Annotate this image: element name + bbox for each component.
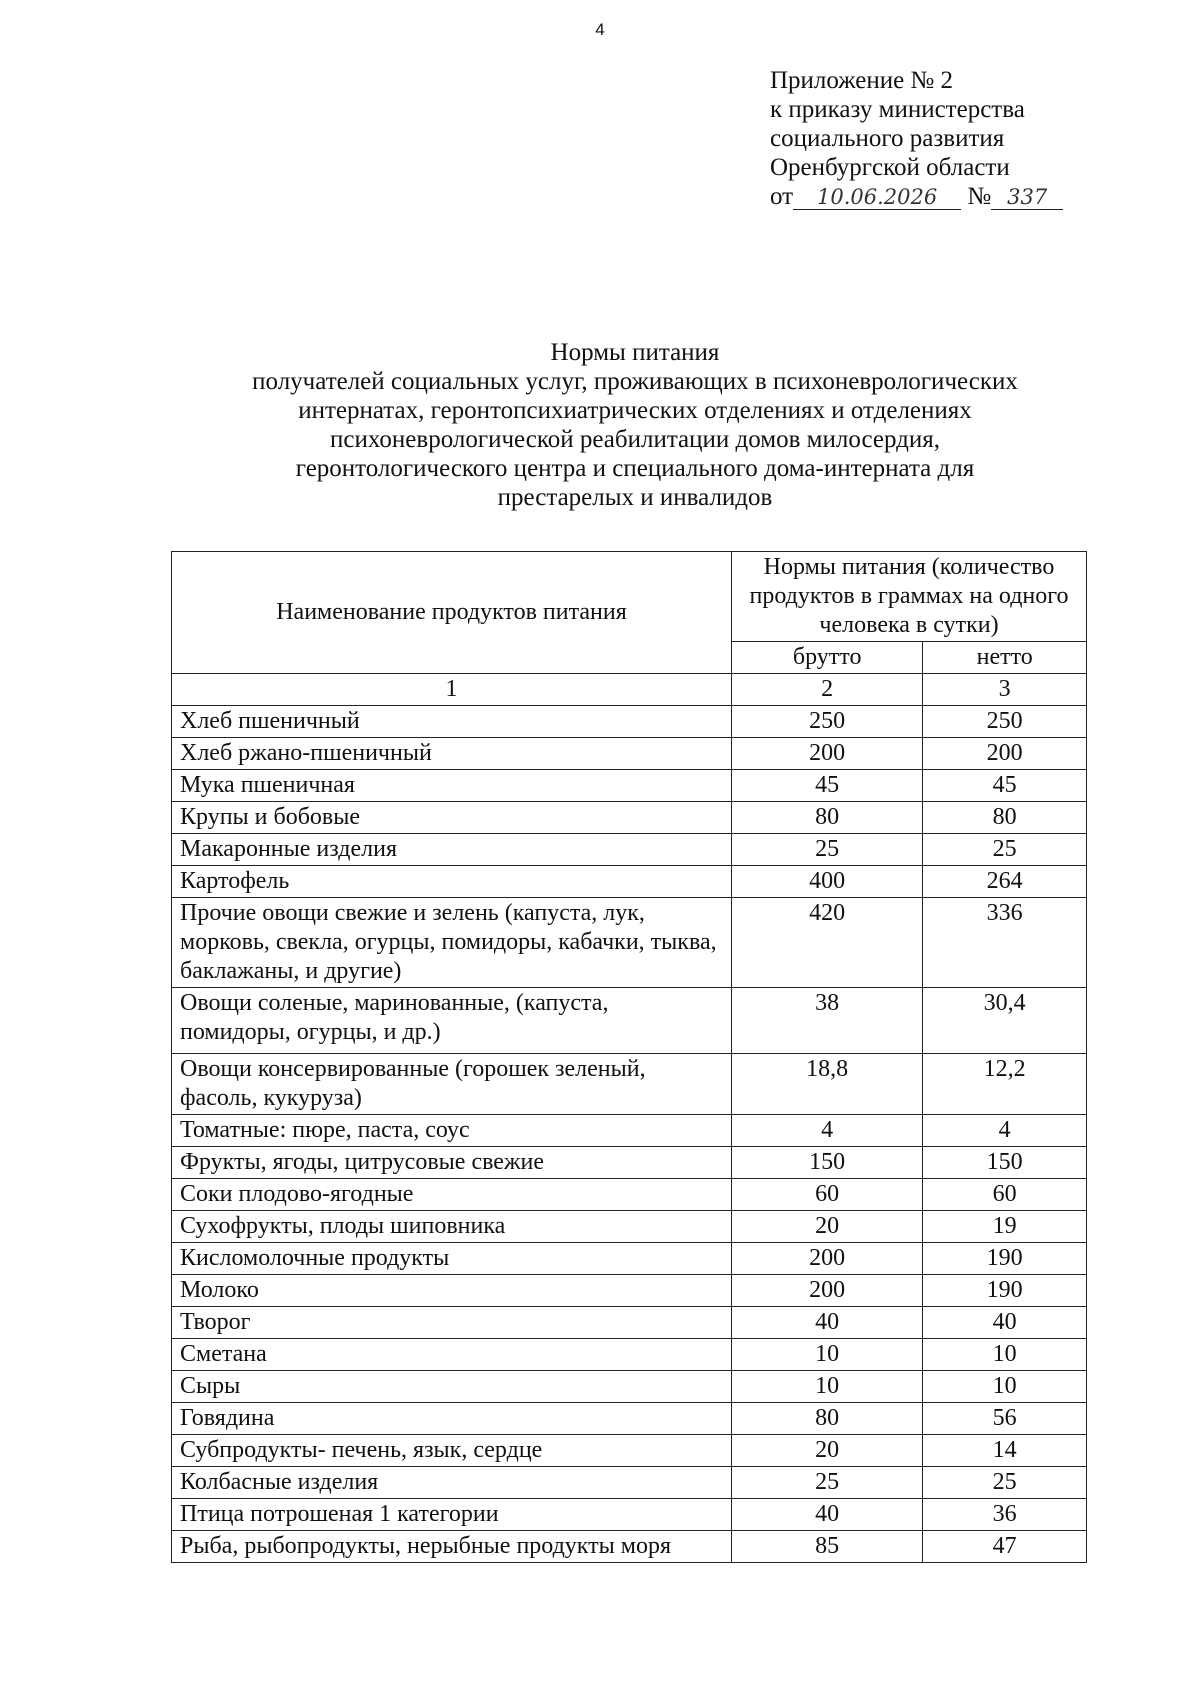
appendix-order-line: к приказу министерства (770, 96, 1025, 123)
appendix-block (770, 66, 1063, 211)
table-row (172, 1531, 1087, 1563)
netto-cell: 10 (923, 1371, 1087, 1403)
number-label: № (967, 183, 992, 210)
netto-cell: 190 (923, 1243, 1087, 1275)
netto-cell: 25 (923, 1467, 1087, 1499)
product-name-cell: Говядина (172, 1403, 732, 1435)
product-name-cell: Хлеб ржано-пшеничный (172, 738, 732, 770)
netto-cell: 10 (923, 1339, 1087, 1371)
brutto-cell: 60 (732, 1179, 923, 1211)
appendix-date-number-line (770, 182, 1063, 211)
product-name-cell: Творог (172, 1307, 732, 1339)
product-name-cell: Сметана (172, 1339, 732, 1371)
product-name-cell: Томатные: пюре, паста, соус (172, 1115, 732, 1147)
netto-cell: 250 (923, 706, 1087, 738)
table-row (172, 866, 1087, 898)
table-row (172, 770, 1087, 802)
table-row (172, 1147, 1087, 1179)
brutto-cell: 20 (732, 1435, 923, 1467)
table-row (172, 1115, 1087, 1147)
title-line: психоневрологической реабилитации домов милосердия, (330, 426, 940, 453)
brutto-cell: 25 (732, 834, 923, 866)
table-row (172, 738, 1087, 770)
table-row (172, 1211, 1087, 1243)
title-line: интернатах, геронтопсихиатрических отделениях и отделениях (298, 397, 972, 424)
table-row (172, 1371, 1087, 1403)
product-name-cell: Прочие овощи свежие и зелень (капуста, лук, морковь, свекла, огурцы, помидоры, кабачки, тыква, баклажаны, и другие) (172, 898, 732, 988)
table-row (172, 1179, 1087, 1211)
brutto-cell: 250 (732, 706, 923, 738)
table-body (172, 706, 1087, 1563)
title-heading: Нормы питания (550, 339, 720, 366)
brutto-cell: 25 (732, 1467, 923, 1499)
product-name-cell: Фрукты, ягоды, цитрусовые свежие (172, 1147, 732, 1179)
column-number: 3 (923, 674, 1087, 706)
column-number: 1 (172, 674, 732, 706)
product-name-cell: Картофель (172, 866, 732, 898)
product-name-cell: Сыры (172, 1371, 732, 1403)
brutto-cell: 10 (732, 1339, 923, 1371)
product-name-cell: Овощи консервированные (горошек зеленый, фасоль, кукуруза) (172, 1054, 732, 1115)
column-number: 2 (732, 674, 923, 706)
product-name-cell: Соки плодово-ягодные (172, 1179, 732, 1211)
netto-cell: 60 (923, 1179, 1087, 1211)
brutto-cell: 85 (732, 1531, 923, 1563)
header-netto: нетто (923, 642, 1087, 674)
netto-cell: 190 (923, 1275, 1087, 1307)
table-row (172, 834, 1087, 866)
brutto-cell: 420 (732, 898, 923, 988)
table-row (172, 1054, 1087, 1115)
table-row (172, 706, 1087, 738)
product-name-cell: Мука пшеничная (172, 770, 732, 802)
netto-cell: 30,4 (923, 988, 1087, 1054)
product-name-cell: Кисломолочные продукты (172, 1243, 732, 1275)
product-name-cell: Макаронные изделия (172, 834, 732, 866)
header-product-name: Наименование продуктов питания (172, 552, 732, 674)
brutto-cell: 45 (732, 770, 923, 802)
netto-cell: 19 (923, 1211, 1087, 1243)
brutto-cell: 10 (732, 1371, 923, 1403)
netto-cell: 80 (923, 802, 1087, 834)
brutto-cell: 20 (732, 1211, 923, 1243)
handwritten-number: 337 (991, 185, 1063, 210)
brutto-cell: 4 (732, 1115, 923, 1147)
netto-cell: 25 (923, 834, 1087, 866)
brutto-cell: 200 (732, 1243, 923, 1275)
handwritten-date: 10.06.2026 (793, 185, 961, 210)
appendix-region-line: Оренбургской области (770, 154, 1010, 181)
netto-cell: 56 (923, 1403, 1087, 1435)
table-row (172, 1499, 1087, 1531)
brutto-cell: 150 (732, 1147, 923, 1179)
product-name-cell: Рыба, рыбопродукты, нерыбные продукты моря (172, 1531, 732, 1563)
brutto-cell: 38 (732, 988, 923, 1054)
brutto-cell: 40 (732, 1307, 923, 1339)
table-row (172, 1467, 1087, 1499)
netto-cell: 47 (923, 1531, 1087, 1563)
brutto-cell: 400 (732, 866, 923, 898)
table-row (172, 988, 1087, 1054)
netto-cell: 150 (923, 1147, 1087, 1179)
appendix-ministry-line: социального развития (770, 125, 1005, 152)
table-row (172, 1403, 1087, 1435)
brutto-cell: 80 (732, 1403, 923, 1435)
table-row (172, 1435, 1087, 1467)
header-brutto: брутто (732, 642, 923, 674)
product-name-cell: Колбасные изделия (172, 1467, 732, 1499)
header-norms: Нормы питания (количество продуктов в граммах на одного человека в сутки) (732, 552, 1087, 642)
product-name-cell: Хлеб пшеничный (172, 706, 732, 738)
nutrition-norms-table (171, 551, 1087, 1563)
product-name-cell: Овощи соленые, маринованные, (капуста, помидоры, огурцы, и др.) (172, 988, 732, 1054)
title-line: получателей социальных услуг, проживающих в психоневрологических (252, 368, 1018, 395)
table-row (172, 1275, 1087, 1307)
table-row (172, 802, 1087, 834)
netto-cell: 336 (923, 898, 1087, 988)
netto-cell: 200 (923, 738, 1087, 770)
netto-cell: 264 (923, 866, 1087, 898)
table-row (172, 1307, 1087, 1339)
netto-cell: 4 (923, 1115, 1087, 1147)
netto-cell: 36 (923, 1499, 1087, 1531)
document-title (150, 338, 1120, 512)
product-name-cell: Субпродукты- печень, язык, сердце (172, 1435, 732, 1467)
title-line: престарелых и инвалидов (497, 484, 773, 511)
netto-cell: 14 (923, 1435, 1087, 1467)
table-row (172, 1339, 1087, 1371)
netto-cell: 45 (923, 770, 1087, 802)
brutto-cell: 80 (732, 802, 923, 834)
brutto-cell: 200 (732, 738, 923, 770)
product-name-cell: Молоко (172, 1275, 732, 1307)
brutto-cell: 40 (732, 1499, 923, 1531)
product-name-cell: Птица потрошеная 1 категории (172, 1499, 732, 1531)
netto-cell: 40 (923, 1307, 1087, 1339)
product-name-cell: Сухофрукты, плоды шиповника (172, 1211, 732, 1243)
brutto-cell: 200 (732, 1275, 923, 1307)
table-row (172, 898, 1087, 988)
page-number: 4 (595, 20, 605, 39)
appendix-title: Приложение № 2 (770, 67, 954, 94)
brutto-cell: 18,8 (732, 1054, 923, 1115)
table-row (172, 1243, 1087, 1275)
product-name-cell: Крупы и бобовые (172, 802, 732, 834)
title-line: геронтологического центра и специального дома-интерната для (295, 455, 975, 482)
from-label: от (770, 183, 794, 210)
netto-cell: 12,2 (923, 1054, 1087, 1115)
